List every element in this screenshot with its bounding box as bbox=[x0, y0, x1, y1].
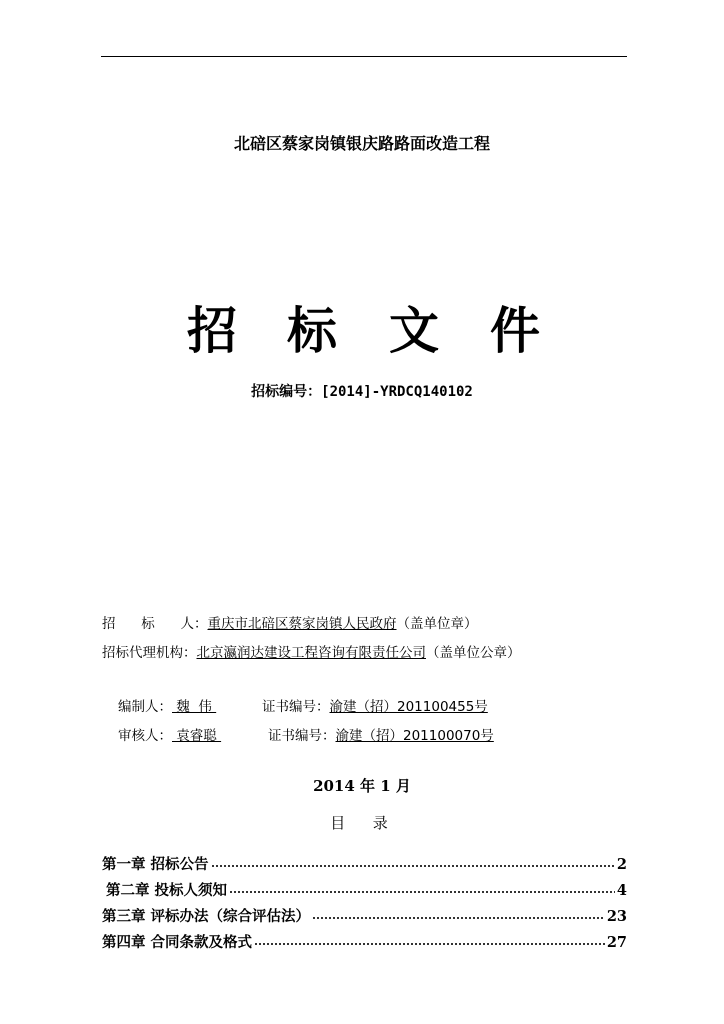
toc-chapter: 第四章 合同条款及格式 bbox=[102, 934, 253, 951]
toc-entry[interactable] bbox=[102, 929, 627, 952]
toc-page: 2 bbox=[616, 856, 627, 873]
compiler-label: 编制人： bbox=[118, 699, 172, 715]
reviewer-name: 袁睿聪 bbox=[172, 728, 222, 744]
compiler-row bbox=[118, 695, 216, 715]
header-rule bbox=[101, 56, 627, 57]
reviewer-cert-value: 渝建（招）201100070号 bbox=[335, 728, 494, 744]
reviewer-label: 审核人： bbox=[118, 728, 172, 744]
toc-leader-dots bbox=[254, 929, 605, 947]
compiler-cert-value: 渝建（招）201100455号 bbox=[329, 699, 488, 715]
title-char: 件 bbox=[490, 302, 540, 360]
toc-entry[interactable] bbox=[106, 877, 627, 900]
tenderer-seal-note: （盖单位章） bbox=[396, 616, 478, 632]
toc-leader-dots bbox=[312, 903, 605, 921]
toc-entry[interactable] bbox=[102, 903, 627, 926]
compiler-cert-row bbox=[262, 695, 488, 715]
reviewer-row bbox=[118, 724, 221, 744]
toc-page: 4 bbox=[616, 882, 627, 899]
document-title bbox=[0, 300, 724, 362]
toc-title: 目 录 bbox=[330, 814, 394, 832]
agency-value: 北京瀛润达建设工程咨询有限责任公司 bbox=[196, 645, 426, 661]
toc-entry[interactable] bbox=[102, 851, 627, 874]
compiler-name: 魏 伟 bbox=[172, 699, 217, 715]
toc-chapter: 第一章 招标公告 bbox=[102, 856, 209, 873]
toc-leader-dots bbox=[229, 877, 615, 895]
title-char: 文 bbox=[389, 302, 439, 360]
reviewer-cert-row bbox=[268, 724, 494, 744]
agency-label: 招标代理机构： bbox=[102, 645, 197, 661]
toc-leader-dots bbox=[211, 851, 615, 869]
agency-seal-note: （盖单位公章） bbox=[426, 645, 521, 661]
toc-chapter: 第二章 投标人须知 bbox=[106, 882, 228, 899]
reviewer-cert-label: 证书编号： bbox=[268, 728, 336, 744]
compiler-cert-label: 证书编号： bbox=[262, 699, 330, 715]
tenderer-row bbox=[102, 612, 478, 632]
toc-page: 27 bbox=[606, 934, 627, 951]
toc-chapter: 第三章 评标办法（综合评估法） bbox=[102, 908, 311, 925]
title-char: 招 bbox=[187, 302, 237, 360]
project-title: 北碚区蔡家岗镇银庆路路面改造工程 bbox=[233, 134, 490, 153]
tenderer-label: 招 标 人： bbox=[102, 616, 208, 632]
agency-row bbox=[102, 641, 521, 661]
title-char: 标 bbox=[287, 302, 337, 360]
tender-number: 招标编号：[2014]-YRDCQ140102 bbox=[251, 384, 473, 400]
tenderer-value: 重庆市北碚区蔡家岗镇人民政府 bbox=[207, 616, 397, 632]
toc-page: 23 bbox=[606, 908, 627, 925]
issue-date: 2014 年 1 月 bbox=[313, 777, 411, 795]
